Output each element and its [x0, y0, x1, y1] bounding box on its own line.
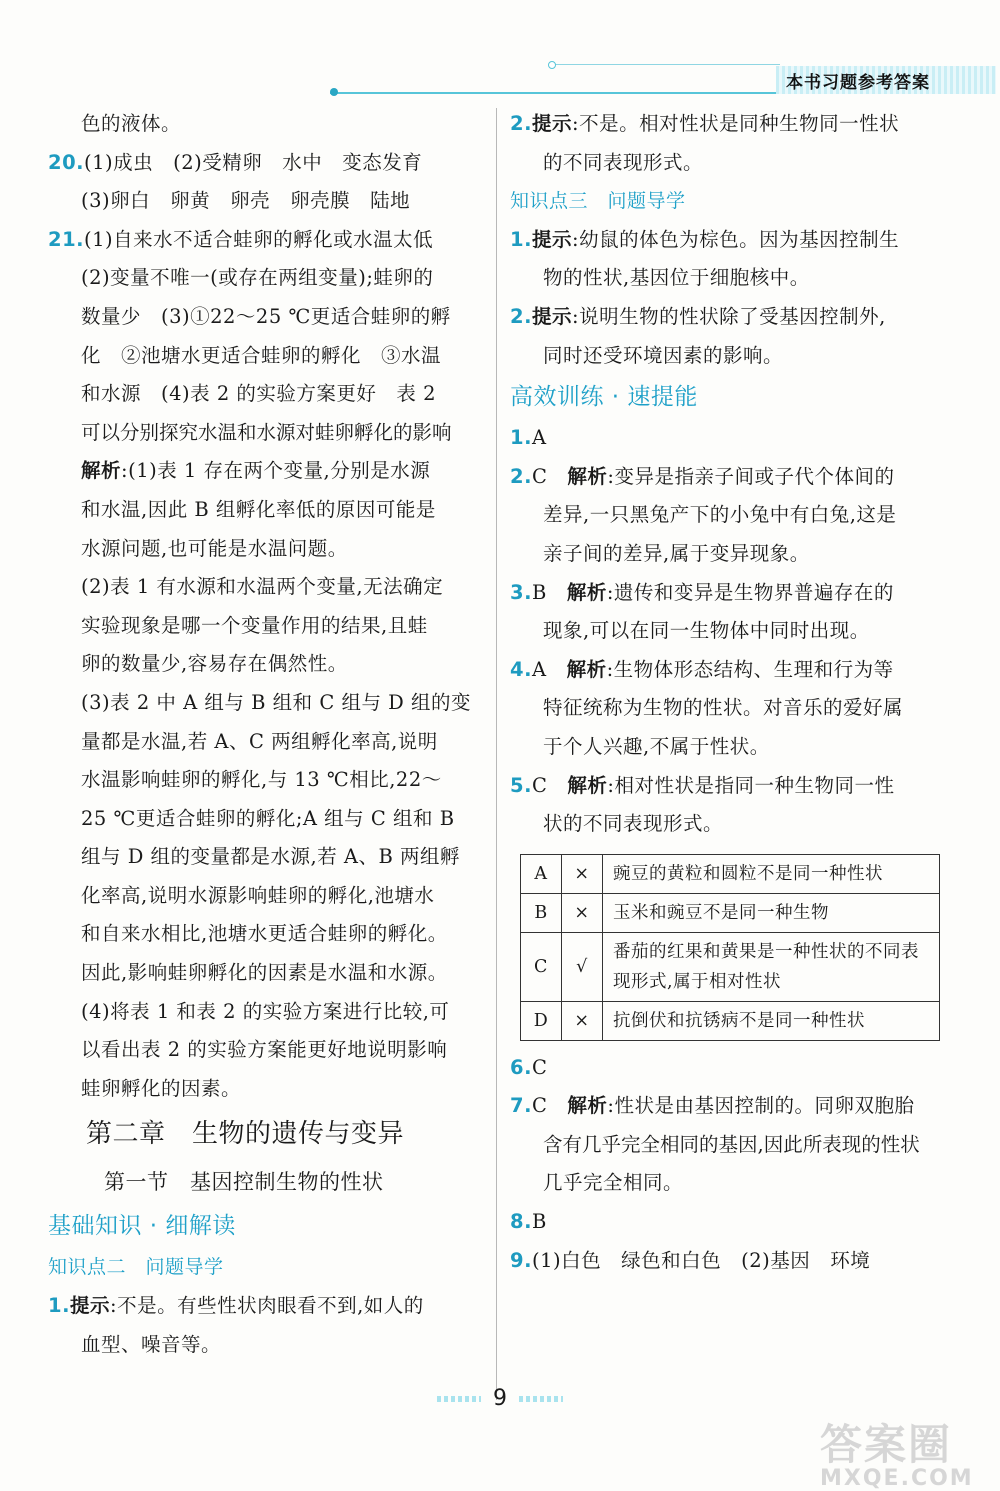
running-header: 本书习题参考答案 [786, 73, 930, 93]
question-number: 3. [510, 580, 532, 604]
table-row [521, 893, 940, 932]
text-line: (2)变量不唯一(或存在两组变量);蛙卵的 [81, 266, 434, 290]
table-cell-mark: × [562, 854, 603, 893]
text-line: :遗传和变异是生物界普遍存在的 [606, 580, 894, 604]
analysis-label: 解析 [566, 657, 607, 681]
chapter-title: 第二章 生物的遗传与变异 [86, 1119, 405, 1150]
answer-letter: B [531, 1210, 547, 1234]
text-line: 和水源 (4)表 2 的实验方案更好 表 2 [81, 382, 437, 406]
answer-letter: B [531, 580, 567, 604]
footer-ornament-right [519, 1396, 563, 1402]
text-line: 卵的数量少,容易存在偶然性。 [81, 652, 348, 676]
question-number: 20. [48, 150, 85, 174]
text-line: (4)将表 1 和表 2 的实验方案进行比较,可 [81, 999, 450, 1023]
text-line: 差异,一只黑兔产下的小兔中有白兔,这是 [543, 503, 897, 527]
table-row [521, 854, 940, 893]
text-line: 物的性状,基因位于细胞核中。 [543, 266, 810, 290]
text-line: :相对性状是指同一种生物同一性 [607, 773, 895, 797]
text-line: 水温影响蛙卵的孵化,与 13 ℃相比,22～ [81, 768, 442, 792]
train-answer-7 [510, 1087, 950, 1126]
analysis [48, 452, 488, 491]
text-line: 组与 D 组的变量都是水源,若 A、B 两组孵 [81, 845, 461, 869]
header-rule-thin [550, 64, 780, 65]
table-cell-text: 豌豆的黄粒和圆粒不是同一种性状 [603, 854, 940, 893]
text-line: (1)成虫 (2)受精卵 水中 变态发育 [84, 150, 423, 174]
text-line: 同时还受环境因素的影响。 [543, 343, 784, 367]
train-answer-1 [510, 419, 950, 458]
table-cell-text: 玉米和豌豆不是同一种生物 [603, 893, 940, 932]
question-number: 2. [510, 112, 532, 135]
text-line: 水源问题,也可能是水温问题。 [81, 536, 348, 560]
answer-21 [48, 221, 488, 260]
answer-letter: A [531, 657, 567, 681]
text-line: :变异是指亲子间或子代个体间的 [607, 464, 895, 488]
train-answer-3 [510, 574, 950, 613]
left-column [48, 105, 488, 1364]
page-number: 9 [493, 1386, 507, 1411]
text-line: 和自来水相比,池塘水更适合蛙卵的孵化。 [81, 922, 448, 946]
question-number: 5. [510, 773, 532, 797]
text-line: :不是。相对性状是同种生物同一性状 [572, 112, 900, 135]
text-line: 于个人兴趣,不属于性状。 [543, 734, 770, 758]
analysis-label: 解析 [567, 464, 608, 488]
text-line: 和水温,因此 B 组孵化率低的原因可能是 [81, 497, 436, 521]
text-line: 的不同表现形式。 [543, 150, 704, 174]
section-title: 第一节 基因控制生物的性状 [104, 1170, 384, 1195]
answer-letter: C [531, 1094, 568, 1118]
page-footer [0, 1386, 1000, 1411]
text-line: 现象,可以在同一生物体中同时出现。 [543, 619, 870, 643]
text-line: 状的不同表现形式。 [543, 812, 724, 836]
options-table [520, 854, 940, 1041]
watermark-logo [820, 1412, 974, 1491]
question-number: 21. [48, 227, 85, 251]
text-line: 因此,影响蛙卵孵化的因素是水温和水源。 [81, 961, 448, 985]
question-number: 1. [48, 1294, 70, 1318]
kp2-answer-1 [48, 1287, 488, 1326]
kp3-answer-2 [510, 298, 950, 337]
table-cell-option: A [521, 854, 562, 893]
header-ornament [548, 61, 556, 69]
table-row [521, 1001, 940, 1040]
text-line: (1)自来水不适合蛙卵的孵化或水温太低 [84, 227, 434, 251]
table-cell-mark: × [562, 1001, 603, 1040]
table-cell-mark: × [562, 893, 603, 932]
train-answer-9 [510, 1242, 950, 1281]
heading-basic-knowledge: 基础知识 · 细解读 [48, 1213, 236, 1240]
footer-ornament-left [437, 1396, 481, 1402]
question-number: 1. [510, 426, 532, 450]
text-line: (2)表 1 有水源和水温两个变量,无法确定 [81, 575, 444, 599]
hint-label: 提示 [531, 227, 572, 251]
question-number: 8. [510, 1210, 532, 1234]
text-line: 亲子间的差异,属于变异现象。 [543, 541, 810, 565]
text-line: 化 ②池塘水更适合蛙卵的孵化 ③水温 [81, 343, 442, 367]
answer-letter: A [531, 426, 547, 450]
table-cell-option: C [521, 932, 562, 1001]
kp3-answer-1 [510, 221, 950, 260]
heading-knowledge-point-2: 知识点二 问题导学 [48, 1256, 224, 1279]
table-cell-option: B [521, 893, 562, 932]
text-line: 色的液体。 [81, 112, 182, 135]
hint-label: 提示 [531, 304, 572, 328]
hint-label: 提示 [531, 112, 572, 135]
text-line: 含有几乎完全相同的基因,因此所表现的性状 [543, 1132, 920, 1156]
train-answer-6 [510, 1049, 950, 1088]
analysis-label: 解析 [567, 773, 608, 797]
text-line: :幼鼠的体色为棕色。因为基因控制生 [572, 227, 900, 251]
text-line: :不是。有些性状肉眼看不到,如人的 [110, 1294, 424, 1318]
heading-training: 高效训练 · 速提能 [510, 384, 698, 411]
table-cell-text: 番茄的红果和黄果是一种性状的不同表现形式,属于相对性状 [603, 932, 940, 1001]
heading-knowledge-point-3: 知识点三 问题导学 [510, 190, 686, 213]
text-line: 几乎完全相同。 [543, 1171, 684, 1195]
question-number: 4. [510, 657, 532, 681]
watermark-url: MXQE.COM [820, 1466, 974, 1491]
question-number: 1. [510, 227, 532, 251]
answer-letter: C [531, 1055, 548, 1079]
text-line: :说明生物的性状除了受基因控制外, [572, 304, 886, 328]
text-line: 量都是水温,若 A、C 两组孵化率高,说明 [81, 729, 438, 753]
column-divider [496, 108, 497, 1400]
train-answer-5 [510, 767, 950, 806]
text-line: (3)卵白 卵黄 卵壳 卵壳膜 陆地 [81, 189, 411, 213]
question-number: 9. [510, 1248, 532, 1272]
kp2-answer-2 [510, 105, 950, 144]
watermark-text: 答案圈 [820, 1420, 953, 1469]
table-cell-mark: √ [562, 932, 603, 1001]
text-line: :生物体形态结构、生理和行为等 [606, 657, 894, 681]
analysis-label: 解析 [567, 1094, 608, 1118]
header-dot [330, 88, 338, 96]
answer-letter: C [531, 773, 568, 797]
question-number: 2. [510, 304, 532, 328]
text-line: 可以分别探究水温和水源对蛙卵孵化的影响 [81, 420, 452, 444]
text-line: (3)表 2 中 A 组与 B 组和 C 组与 D 组的变 [81, 690, 471, 714]
train-answer-2 [510, 458, 950, 497]
text-line: (1)白色 绿色和白色 (2)基因 环境 [531, 1248, 871, 1272]
text-line: 血型、噪音等。 [81, 1332, 222, 1356]
hint-label: 提示 [69, 1294, 110, 1318]
question-number: 2. [510, 464, 532, 488]
text-line: :性状是由基因控制的。同卵双胞胎 [607, 1094, 915, 1118]
answer-letter: C [531, 464, 568, 488]
right-column [510, 105, 950, 1280]
text-line: 25 ℃更适合蛙卵的孵化;A 组与 C 组和 B [81, 806, 455, 830]
text-line: 数量少 (3)①22～25 ℃更适合蛙卵的孵 [81, 304, 451, 328]
answer-20 [48, 144, 488, 183]
table-row [521, 932, 940, 1001]
table-cell-text: 抗倒伏和抗锈病不是同一种性状 [603, 1001, 940, 1040]
text-line: 特征统称为生物的性状。对音乐的爱好属 [543, 696, 904, 720]
question-number: 7. [510, 1094, 532, 1118]
train-answer-4 [510, 651, 950, 690]
text-line: :(1)表 1 存在两个变量,分别是水源 [121, 459, 431, 483]
question-number: 6. [510, 1055, 532, 1079]
text-line: 蛙卵孵化的因素。 [81, 1076, 242, 1100]
table-cell-option: D [521, 1001, 562, 1040]
train-answer-8 [510, 1203, 950, 1242]
text-line: 以看出表 2 的实验方案能更好地说明影响 [81, 1038, 448, 1062]
text-line: 实验现象是哪一个变量作用的结果,且蛙 [81, 613, 428, 637]
text-line: 化率高,说明水源影响蛙卵的孵化,池塘水 [81, 883, 435, 907]
analysis-label: 解析 [566, 580, 607, 604]
analysis-label: 解析 [81, 459, 122, 483]
